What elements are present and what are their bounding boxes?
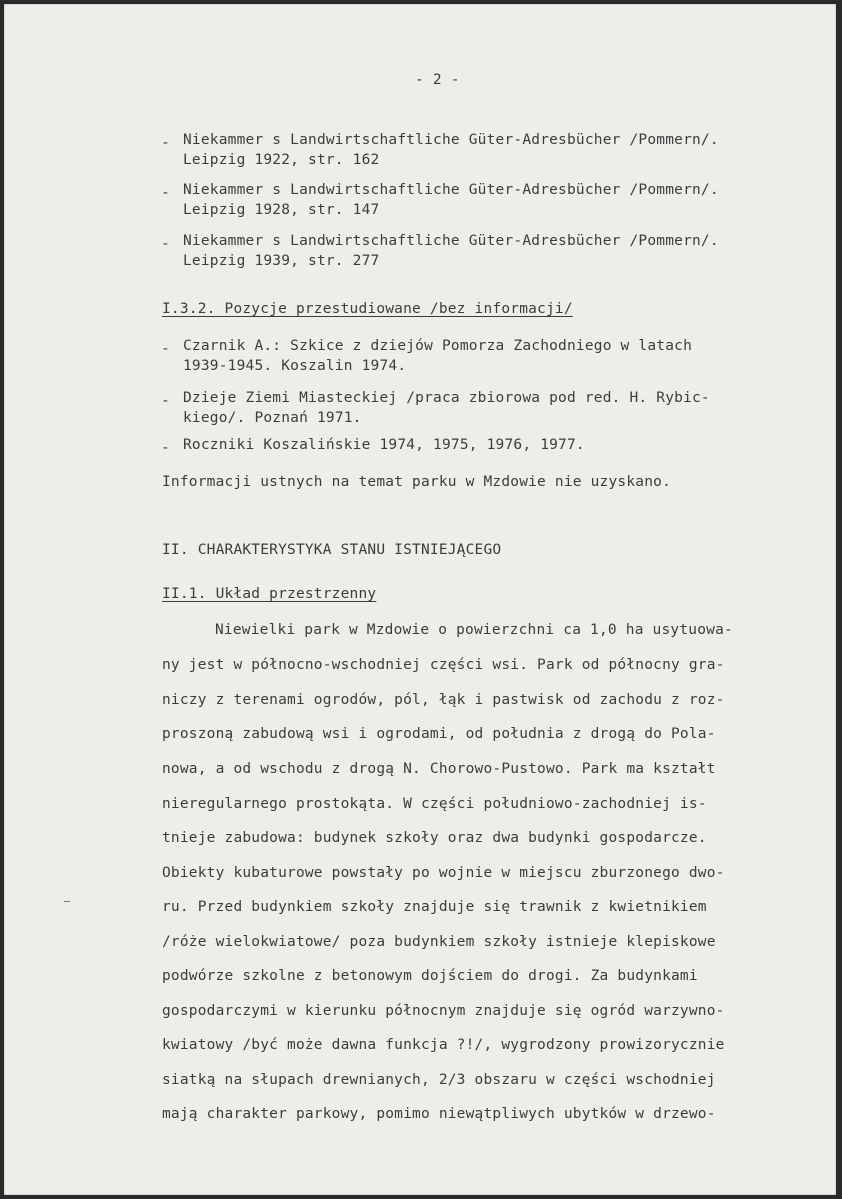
reference-line: 1939-1945. Koszalin 1974.	[183, 358, 407, 374]
paragraph-line: gospodarczymi w kierunku północnym znajduje się ogród warzywno-	[162, 1003, 725, 1019]
reference-line: Niekammer s Landwirtschaftliche Güter-Adresbücher /Pommern/.	[183, 132, 719, 148]
margin-mark	[64, 901, 70, 902]
paragraph-line: ru. Przed budynkiem szkoły znajduje się trawnik z kwietnikiem	[162, 899, 707, 915]
paragraph-line: Obiekty kubaturowe powstały po wojnie w miejscu zburzonego dwo-	[162, 865, 725, 881]
list-bullet: -	[161, 393, 170, 409]
paragraph-line: podwórze szkolne z betonowym dojściem do drogi. Za budynkami	[162, 968, 698, 984]
reference-line: Leipzig 1928, str. 147	[183, 202, 380, 218]
list-bullet: -	[161, 135, 170, 151]
paragraph-line: /róże wielokwiatowe/ poza budynkiem szkoły istnieje klepiskowe	[162, 934, 716, 950]
reference-line: Niekammer s Landwirtschaftliche Güter-Adresbücher /Pommern/.	[183, 182, 719, 198]
paragraph-line: niczy z terenami ogrodów, pól, łąk i pastwisk od zachodu z roz-	[162, 692, 725, 708]
reference-line: Leipzig 1939, str. 277	[183, 253, 380, 269]
paragraph-line: nieregularnego prostokąta. W części południowo-zachodniej is-	[162, 796, 707, 812]
reference-line: Roczniki Koszalińskie 1974, 1975, 1976, 1977.	[183, 437, 585, 453]
info-note: Informacji ustnych na temat parku w Mzdowie nie uzyskano.	[162, 474, 671, 490]
paragraph-line: Niewielki park w Mzdowie o powierzchni ca 1,0 ha usytuowa-	[215, 622, 733, 638]
reference-line: Czarnik A.: Szkice z dziejów Pomorza Zachodniego w latach	[183, 338, 692, 354]
document-page	[4, 4, 836, 1195]
list-bullet: -	[161, 185, 170, 201]
reference-line: kiego/. Poznań 1971.	[183, 410, 362, 426]
paragraph-line: mają charakter parkowy, pomimo niewątpliwych ubytków w drzewo-	[162, 1106, 716, 1122]
list-bullet: -	[161, 341, 170, 357]
paragraph-line: siatką na słupach drewnianych, 2/3 obszaru w części wschodniej	[162, 1072, 716, 1088]
paragraph-line: ny jest w północno-wschodniej części wsi. Park od północny gra-	[162, 657, 725, 673]
list-bullet: -	[161, 236, 170, 252]
reference-line: Niekammer s Landwirtschaftliche Güter-Adresbücher /Pommern/.	[183, 233, 719, 249]
paragraph-line: kwiatowy /być może dawna funkcja ?!/, wygrodzony prowizorycznie	[162, 1037, 725, 1053]
list-bullet: -	[161, 440, 170, 456]
reference-line: Dzieje Ziemi Miasteckiej /praca zbiorowa pod red. H. Rybic-	[183, 390, 710, 406]
paragraph-line: proszoną zabudową wsi i ogrodami, od południa z drogą do Pola-	[162, 726, 716, 742]
section-heading: II.1. Układ przestrzenny	[162, 586, 377, 602]
chapter-heading: II. CHARAKTERYSTYKA STANU ISTNIEJĄCEGO	[162, 542, 502, 558]
section-heading: I.3.2. Pozycje przestudiowane /bez informacji/	[162, 301, 573, 317]
paragraph-line: nowa, a od wschodu z drogą N. Chorowo-Pustowo. Park ma kształt	[162, 761, 716, 777]
reference-line: Leipzig 1922, str. 162	[183, 152, 380, 168]
page-number: - 2 -	[415, 72, 460, 88]
paragraph-line: tnieje zabudowa: budynek szkoły oraz dwa budynki gospodarcze.	[162, 830, 707, 846]
